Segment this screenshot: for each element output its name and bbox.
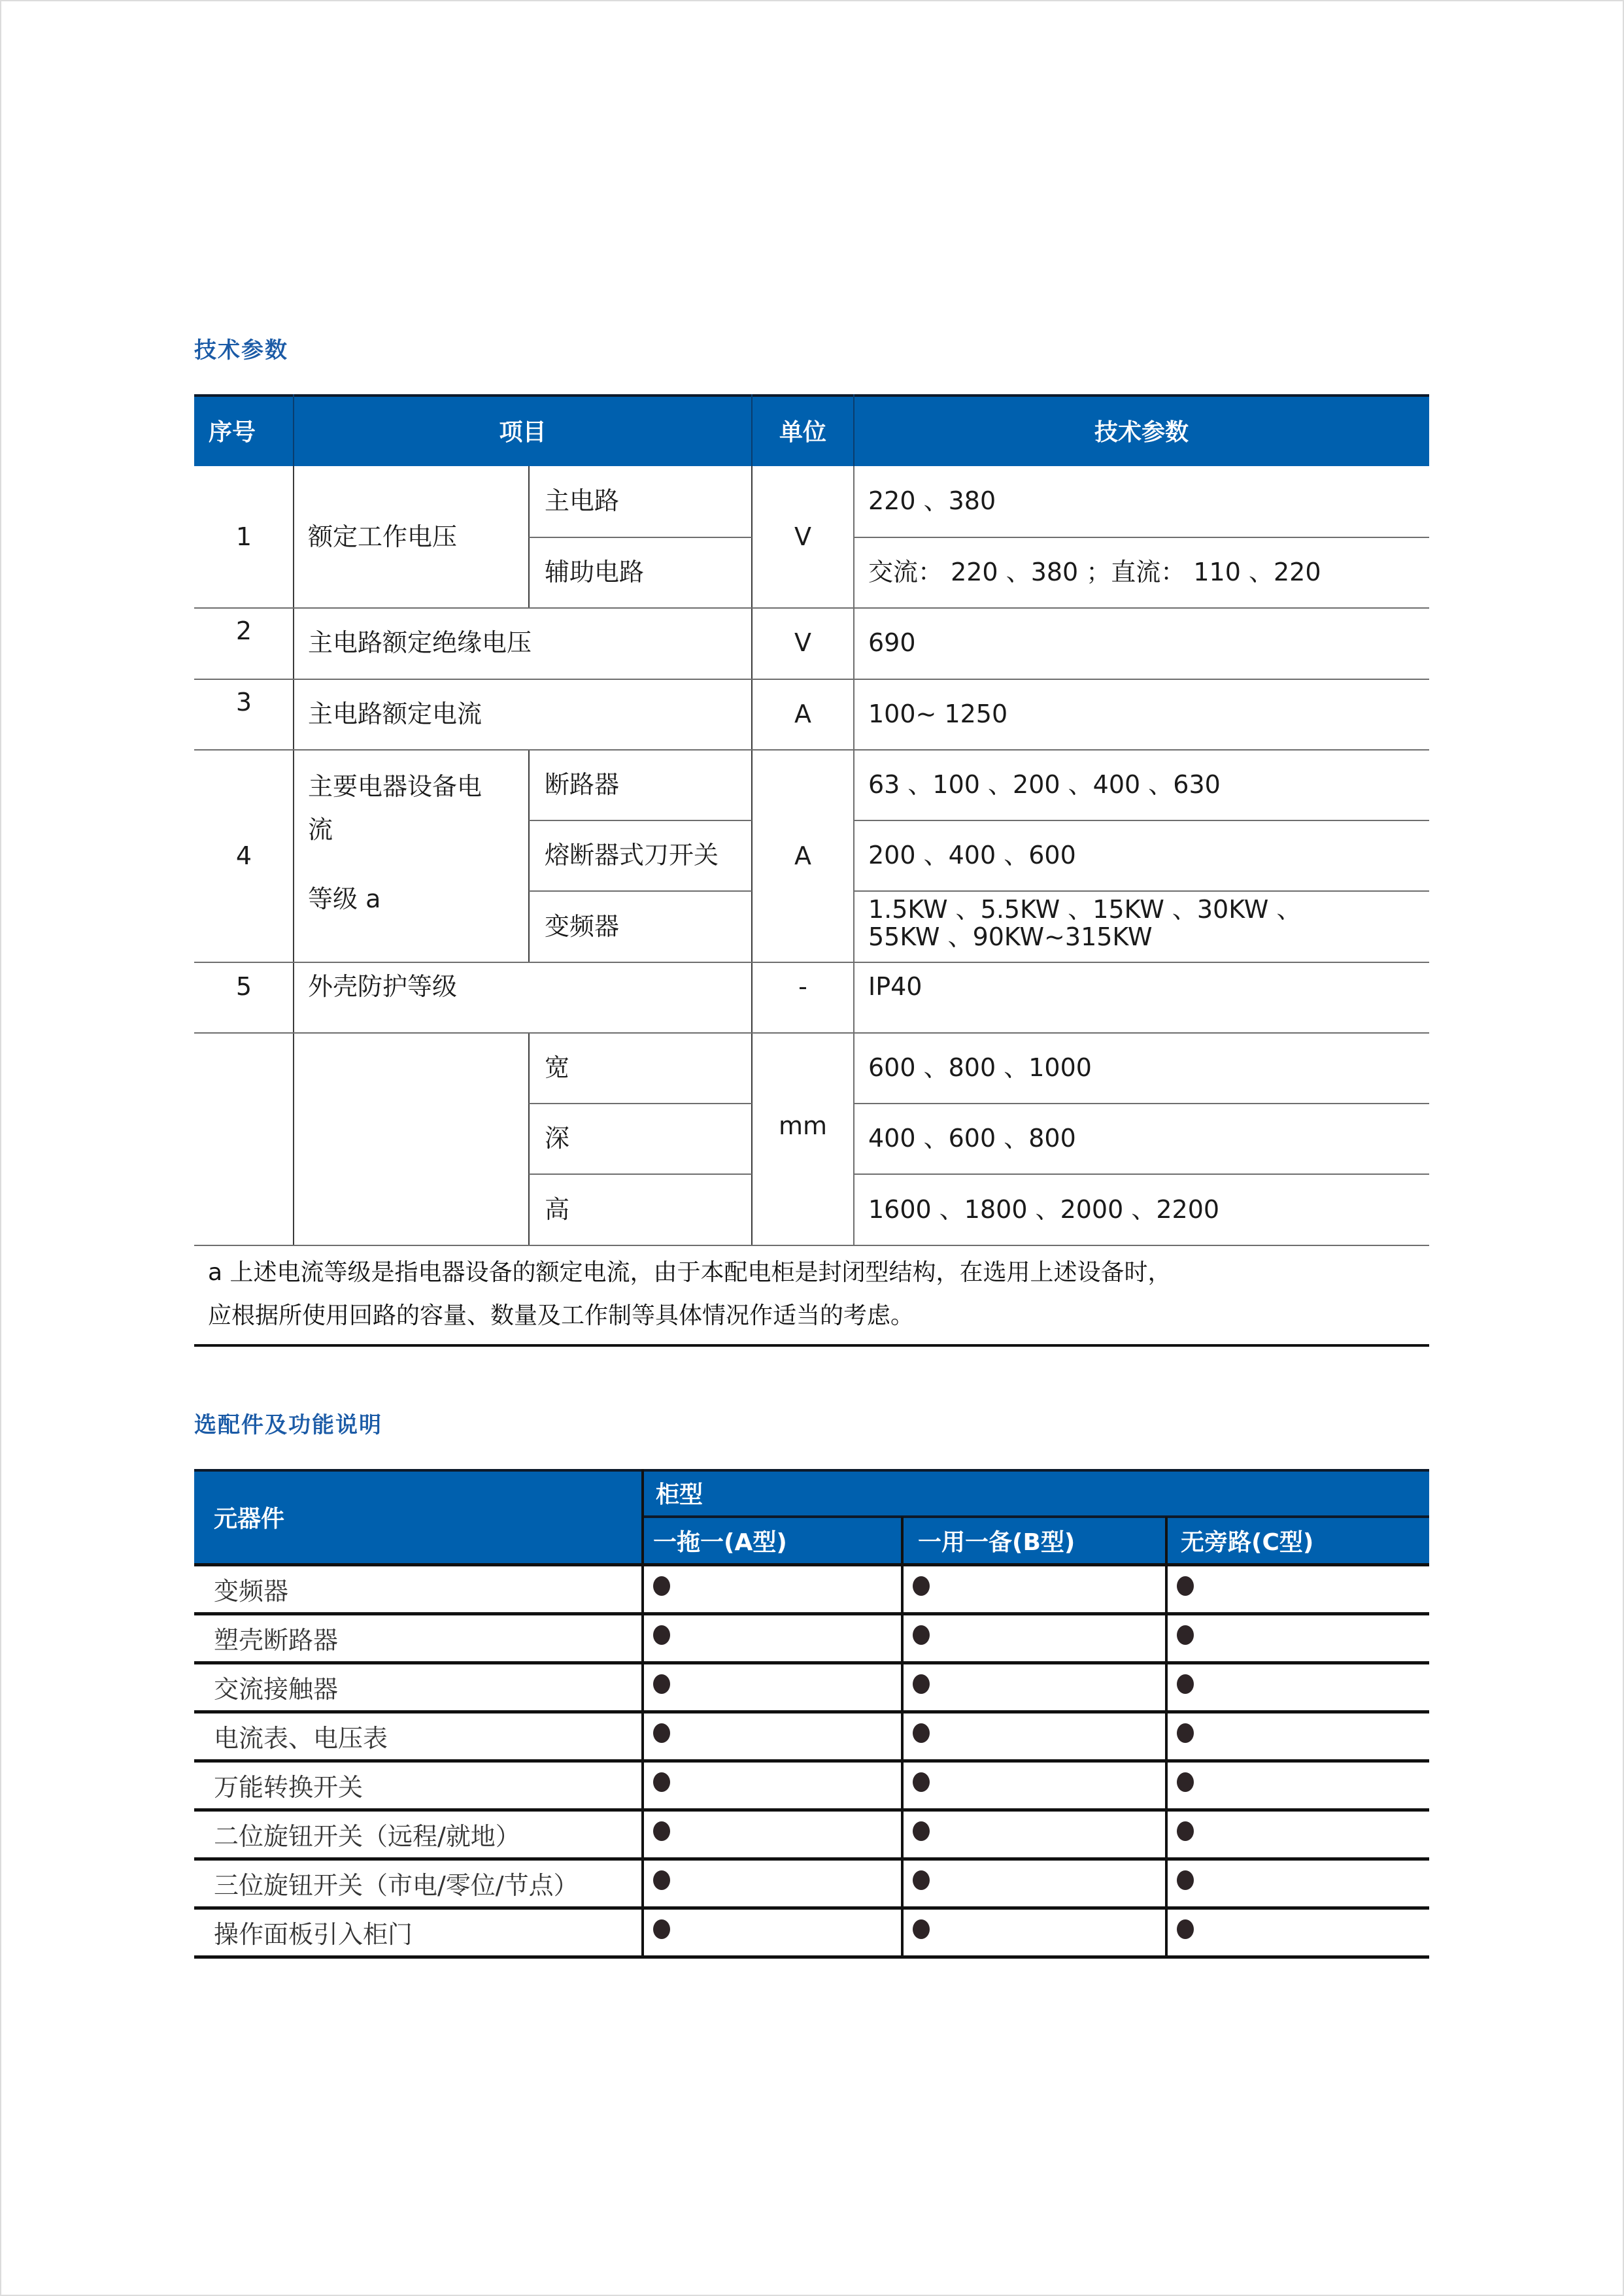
row-sub-item: 熔断器式刀开关	[545, 841, 719, 870]
type-c-cell	[1166, 1564, 1429, 1613]
type-c-cell	[1166, 1663, 1429, 1712]
bullet-included-icon	[1177, 1870, 1194, 1890]
row-unit: V	[794, 522, 811, 551]
row-unit: A	[794, 841, 811, 870]
type-a-cell	[643, 1564, 902, 1613]
footnote-line: a 上述电流等级是指电器设备的额定电流，由于本配电柜是封闭型结构，在选用上述设备时，	[208, 1259, 1172, 1286]
header-type-c: 无旁路(C型)	[1181, 1529, 1314, 1556]
row-value: 400 、600 、800	[868, 1124, 1076, 1153]
type-a-cell	[643, 1810, 902, 1859]
component-name: 万能转换开关	[214, 1773, 364, 1802]
row-sub-item: 断路器	[545, 770, 620, 800]
header-divider	[293, 394, 294, 466]
bullet-included-icon	[653, 1576, 670, 1596]
type-a-cell	[643, 1761, 902, 1810]
row-item-line: 流	[308, 815, 333, 844]
row-sub-item: 高	[545, 1194, 570, 1224]
footnote-line: 应根据所使用回路的容量、数量及工作制等具体情况作适当的考虑。	[208, 1302, 915, 1329]
row-sub-item: 深	[545, 1124, 570, 1153]
row-value: 1600 、1800 、2000 、2200	[868, 1194, 1220, 1224]
bullet-included-icon	[653, 1723, 670, 1743]
header-item: 项目	[499, 418, 547, 446]
row-no: 4	[235, 841, 252, 870]
header-component: 元器件	[214, 1505, 285, 1532]
row-value: 220 、380	[868, 486, 996, 516]
bullet-included-icon	[913, 1674, 930, 1694]
type-a-cell	[643, 1663, 902, 1712]
component-name: 操作面板引入柜门	[214, 1920, 413, 1949]
row-item: 额定工作电压	[308, 522, 458, 551]
row-unit: mm	[778, 1111, 828, 1140]
header-unit: 单位	[779, 418, 826, 446]
bullet-included-icon	[653, 1625, 670, 1645]
row-unit: A	[794, 700, 811, 729]
type-b-cell	[902, 1663, 1166, 1712]
row-no: 2	[235, 616, 252, 645]
row-no: 1	[235, 522, 252, 551]
bullet-included-icon	[653, 1772, 670, 1792]
bullet-included-icon	[913, 1772, 930, 1792]
bullet-included-icon	[1177, 1919, 1194, 1939]
bullet-included-icon	[653, 1870, 670, 1890]
row-value: IP40	[868, 972, 922, 1001]
header-type-b: 一用一备(B型)	[918, 1529, 1075, 1556]
type-b-cell	[902, 1810, 1166, 1859]
row-sub-item: 主电路	[545, 486, 620, 516]
component-name: 交流接触器	[214, 1675, 339, 1704]
row-value: 200 、400 、600	[868, 841, 1076, 870]
component-name: 塑壳断路器	[214, 1626, 339, 1655]
header-cabinet-type: 柜型	[656, 1481, 703, 1508]
row-no: 3	[235, 688, 252, 717]
type-a-cell	[643, 1859, 902, 1908]
section-title-options: 选配件及功能说明	[194, 1412, 382, 1438]
type-c-cell	[1166, 1613, 1429, 1663]
type-b-cell	[902, 1712, 1166, 1761]
type-a-cell	[643, 1613, 902, 1663]
row-sub-item: 辅助电路	[545, 558, 645, 587]
row-sub-item: 宽	[545, 1053, 570, 1083]
type-c-cell	[1166, 1859, 1429, 1908]
bullet-included-icon	[1177, 1674, 1194, 1694]
row-unit: -	[798, 972, 807, 1001]
row-item-line: 等级 a	[308, 885, 381, 913]
row-value-line: 55KW 、90KW~315KW	[868, 922, 1153, 951]
row-item: 外壳防护等级	[308, 972, 458, 1001]
type-a-cell	[643, 1712, 902, 1761]
component-name: 变频器	[214, 1577, 289, 1606]
type-c-cell	[1166, 1712, 1429, 1761]
type-b-cell	[902, 1859, 1166, 1908]
row-value: 63 、100 、200 、400 、630	[868, 770, 1221, 800]
section-title-tech-params: 技术参数	[194, 337, 288, 363]
row-item: 主电路额定绝缘电压	[308, 628, 532, 658]
bullet-included-icon	[913, 1625, 930, 1645]
header-params: 技术参数	[1094, 418, 1189, 446]
type-c-cell	[1166, 1761, 1429, 1810]
header-type-a: 一拖一(A型)	[653, 1529, 787, 1556]
bullet-included-icon	[913, 1723, 930, 1743]
row-value: 690	[868, 628, 916, 658]
row-value: 交流： 220 、380 ；直流： 110 、220	[868, 558, 1321, 587]
type-b-cell	[902, 1908, 1166, 1957]
table-bottom-rule	[194, 1344, 1429, 1347]
type-b-cell	[902, 1564, 1166, 1613]
type-b-cell	[902, 1613, 1166, 1663]
component-name: 三位旋钮开关（市电/零位/节点）	[214, 1871, 579, 1900]
row-divider	[194, 1955, 1429, 1959]
bullet-included-icon	[1177, 1821, 1194, 1841]
row-item-line: 主要电器设备电	[308, 772, 482, 801]
row-item: 主电路额定电流	[308, 700, 482, 729]
type-a-cell	[643, 1908, 902, 1957]
row-value: 600 、800 、1000	[868, 1053, 1092, 1083]
component-name: 电流表、电压表	[214, 1724, 388, 1753]
row-unit: V	[794, 628, 811, 658]
bullet-included-icon	[1177, 1576, 1194, 1596]
row-value: 100~ 1250	[868, 700, 1008, 729]
bullet-included-icon	[1177, 1625, 1194, 1645]
bullet-included-icon	[653, 1674, 670, 1694]
row-sub-item: 变频器	[545, 911, 620, 941]
bullet-included-icon	[913, 1821, 930, 1841]
bullet-included-icon	[913, 1870, 930, 1890]
type-c-cell	[1166, 1810, 1429, 1859]
type-c-cell	[1166, 1908, 1429, 1957]
component-name: 二位旋钮开关（远程/就地）	[214, 1822, 520, 1851]
row-value-line: 1.5KW 、5.5KW 、15KW 、30KW 、	[868, 895, 1302, 924]
bullet-included-icon	[913, 1576, 930, 1596]
bullet-included-icon	[913, 1919, 930, 1939]
bullet-included-icon	[653, 1821, 670, 1841]
header-no: 序号	[209, 418, 256, 446]
bullet-included-icon	[1177, 1772, 1194, 1792]
header-divider	[853, 394, 854, 466]
bullet-included-icon	[653, 1919, 670, 1939]
header-divider	[643, 1515, 1429, 1518]
bullet-included-icon	[1177, 1723, 1194, 1743]
type-b-cell	[902, 1761, 1166, 1810]
row-no: 5	[235, 972, 252, 1001]
header-divider	[751, 394, 753, 466]
